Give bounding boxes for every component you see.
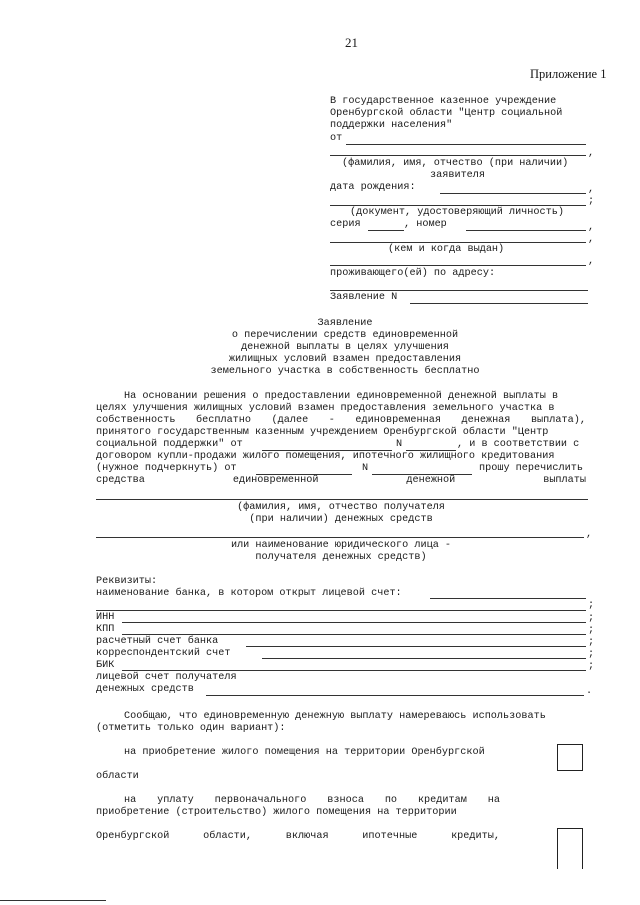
doc-line[interactable]: [330, 205, 586, 206]
account-label: расчетный счет банка: [96, 636, 219, 647]
number-label: , номер: [404, 219, 447, 230]
to-line-1: В государственное казенное учреждение: [330, 96, 557, 107]
semicolon: ;: [588, 649, 595, 660]
option-2-line-3: [96, 831, 500, 843]
bank-field-2[interactable]: [96, 610, 586, 611]
birth-date-label: дата рождения:: [330, 182, 416, 193]
word: средства: [96, 475, 145, 486]
corr-label: корреспондентский счет: [96, 648, 231, 659]
doc-hint: (документ, удостоверяющий личность): [350, 207, 564, 218]
account-field[interactable]: [246, 646, 586, 647]
word: выплаты: [543, 475, 586, 486]
series-label: серия: [330, 219, 361, 230]
issued-line[interactable]: [330, 242, 586, 243]
word: бесплатно: [196, 415, 252, 426]
recipient-hint-3: или наименование юридического лица -: [230, 540, 452, 551]
comma: ,: [588, 184, 595, 195]
word: на: [124, 795, 137, 806]
body-line-5a: социальной поддержки" от: [96, 439, 243, 450]
appendix-label: Приложение 1: [530, 67, 607, 81]
recipient-line-2[interactable]: [96, 537, 584, 538]
semicolon: ;: [588, 661, 595, 672]
corr-field[interactable]: [262, 658, 586, 659]
comma: ,: [588, 234, 595, 245]
body-line-6: договором купли-продажи жилого помещения, ипотечного жилищного кредитования: [96, 451, 555, 462]
choice-intro-1: Сообщаю, что единовременную денежную выплату намереваюсь использовать: [124, 711, 546, 722]
option-2-line-2: приобретение (строительство) жилого помещения на территории: [96, 807, 457, 818]
residing-label: проживающего(ей) по адресу:: [330, 268, 496, 279]
bik-label: БИК: [96, 660, 115, 671]
semicolon: ;: [588, 637, 595, 648]
application-no-label: Заявление N: [330, 292, 398, 303]
kpp-label: КПП: [96, 624, 115, 635]
word: уплату: [157, 795, 194, 806]
option-1-line-1: на приобретение жилого помещения на территории Оренбургской: [124, 747, 485, 758]
applicant-label: заявителя: [430, 170, 486, 181]
word: на: [487, 795, 500, 806]
recipient-line[interactable]: [96, 499, 588, 500]
word: Оренбургской: [96, 831, 170, 842]
title-line-1: Заявление: [317, 318, 373, 329]
application-no-field[interactable]: [410, 303, 588, 304]
word: (далее: [271, 415, 309, 426]
to-line-3: поддержки населения": [330, 120, 453, 131]
word: кредитам: [417, 795, 467, 806]
bank-label: наименование банка, в котором открыт лицевой счет:: [96, 588, 402, 599]
footnote-separator: [0, 900, 106, 901]
inn-label: ИНН: [96, 612, 115, 623]
word: денежная: [461, 415, 511, 426]
from-line-2[interactable]: [330, 155, 586, 156]
word: по: [384, 795, 398, 806]
from-label: от: [330, 133, 343, 144]
word: денежной: [406, 475, 456, 486]
to-line-2: Оренбургской области "Центр социальной: [330, 108, 563, 119]
fio-hint: (фамилия, имя, отчество (при наличии): [342, 158, 569, 169]
semicolon: ;: [588, 600, 595, 611]
personal-account-label-2: денежных средств: [96, 684, 194, 695]
body-line-5c: , и в соответствии с: [457, 439, 580, 450]
word: кредиты,: [451, 831, 500, 842]
choice-intro-2: (отметить только один вариант):: [96, 723, 286, 734]
word: области,: [203, 831, 253, 842]
recipient-hint-2: (при наличии) денежных средств: [249, 514, 433, 525]
semicolon: ;: [588, 613, 595, 624]
comma: ,: [588, 222, 595, 233]
body-line-7c: прошу перечислить: [479, 463, 583, 474]
word: единовременной: [232, 475, 319, 486]
word: единовременная: [355, 415, 441, 426]
comma: ,: [588, 256, 595, 267]
birth-date-field[interactable]: [440, 193, 586, 194]
option-2-checkbox[interactable]: [557, 828, 583, 869]
personal-account-label-1: лицевой счет получателя: [96, 672, 237, 683]
number-field[interactable]: [466, 230, 586, 231]
body-line-2: целях улучшения жилищных условий взамен предоставления земельного участка в: [96, 403, 555, 414]
word: ипотечные: [362, 831, 418, 842]
kpp-field[interactable]: [122, 634, 586, 635]
word: собственность: [96, 415, 176, 426]
recipient-hint-4: получателя денежных средств): [255, 552, 427, 563]
period: .: [586, 686, 593, 697]
body-line-4: принятого государственным казенным учреждением Оренбургской области "Центр: [96, 427, 549, 438]
semicolon: ;: [588, 196, 595, 207]
option-2-line-1: [124, 795, 500, 807]
bik-field[interactable]: [122, 670, 586, 671]
body-line-7b: N: [362, 463, 369, 474]
semicolon: ;: [588, 625, 595, 636]
issued-line-2[interactable]: [330, 265, 586, 266]
personal-account-field[interactable]: [206, 695, 584, 696]
body-line-7a: (нужное подчеркнуть) от: [96, 463, 237, 474]
bank-field[interactable]: [430, 598, 586, 599]
series-field[interactable]: [368, 230, 404, 231]
requisites-title: Реквизиты:: [96, 576, 158, 587]
inn-field[interactable]: [122, 622, 586, 623]
body-line-8: [96, 475, 586, 487]
body-line-5b: N: [396, 439, 403, 450]
title-line-4: жилищных условий взамен предоставления: [228, 354, 462, 365]
word: взноса: [327, 795, 364, 806]
word: первоначального: [214, 795, 307, 806]
page-number: 21: [345, 35, 358, 50]
word: -: [328, 415, 335, 426]
from-line[interactable]: [346, 144, 586, 145]
title-line-3: денежной выплаты в целях улучшения: [241, 342, 449, 353]
title-line-5: земельного участка в собственность бесплатно: [210, 366, 480, 377]
comma: ,: [586, 529, 593, 540]
recipient-hint-1: (фамилия, имя, отчество получателя: [237, 502, 445, 513]
issued-hint: (кем и когда выдан): [388, 244, 505, 255]
address-line[interactable]: [330, 290, 588, 291]
word: включая: [285, 831, 329, 842]
option-1-checkbox[interactable]: [557, 744, 583, 771]
body-line-1: На основании решения о предоставлении единовременной денежной выплаты в: [124, 391, 559, 402]
option-1-line-2: области: [96, 771, 139, 782]
comma: ,: [588, 148, 595, 159]
title-line-2: о перечислении средств единовременной: [231, 330, 459, 341]
word: выплата),: [530, 415, 586, 426]
body-line-3: [96, 415, 586, 427]
